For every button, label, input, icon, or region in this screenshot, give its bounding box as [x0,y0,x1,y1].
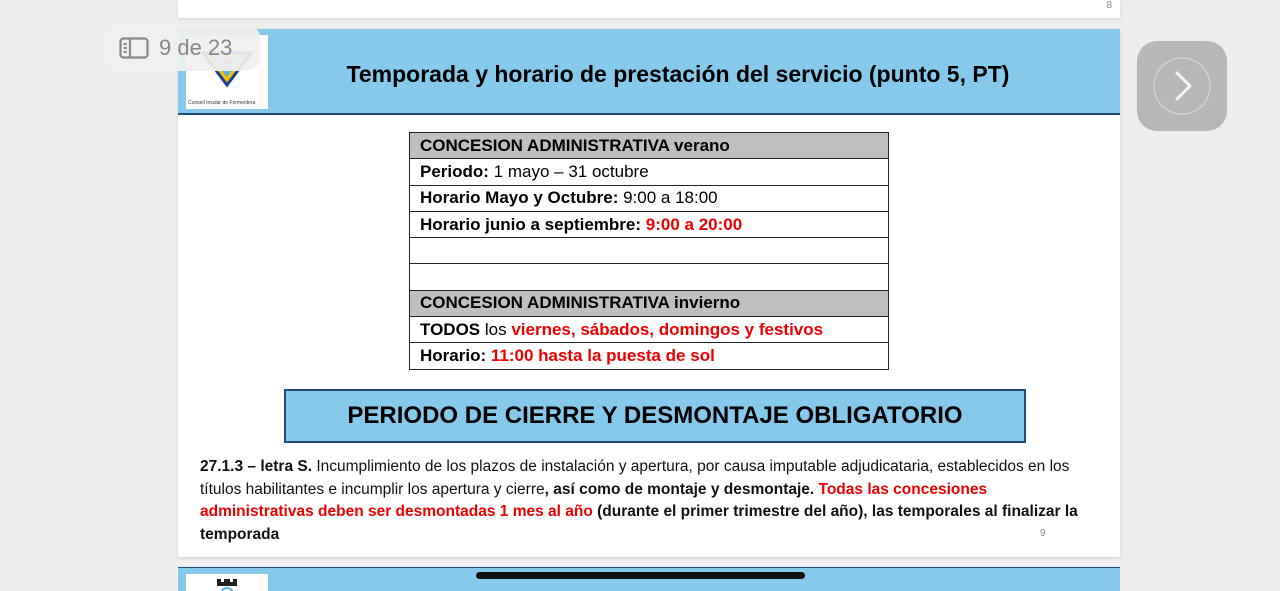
todos-value: viernes, sábados, domingos y festivos [511,319,824,339]
periodo-value: 1 mayo – 31 octubre [488,161,649,181]
winter-header-cell: CONCESION ADMINISTRATIVA invierno [410,290,889,316]
horario-invierno-cell [410,343,889,369]
slide-title: Temporada y horario de prestación del servicio (punto 5, PT) [346,61,1010,87]
horario-junio-cell [410,211,889,237]
table-row [410,211,889,237]
next-page-button[interactable] [1137,41,1227,131]
summer-header-cell: CONCESION ADMINISTRATIVA verano [410,133,889,159]
periodo-cell [410,159,889,185]
todos-mid: los [480,319,512,339]
page-number: 9 [1040,528,1046,539]
table-row [410,238,889,264]
table-row [410,264,889,290]
slide-header [178,29,1120,115]
next-page-logo [186,574,268,591]
horario-invierno-label: Horario: [420,346,487,366]
tower-logo-icon [214,575,240,591]
regulation-bold: , así como de montaje y desmontaje. [544,480,815,498]
table-row [410,185,889,211]
schedule-table [409,132,889,370]
regulation-red: Todas las concesiones administrativas deben ser desmontadas 1 mes al año [200,480,988,520]
todos-cell [410,317,889,343]
horario-mayo-cell [410,185,889,211]
horario-junio-value: 9:00 a 20:00 [645,214,743,234]
logo-caption: Consell Insular de Formentera [188,100,256,106]
regulation-text: Incumplimiento de los plazos de instalación y apertura, por causa imputable adjudicataria, establecidos en los títulos habilitantes e incumplir los apertura y cierre [200,458,1070,498]
page-counter-label: 9 de 23 [159,34,233,60]
regulation-bold-end: (durante el primer trimestre del año), las temporales al finalizar la temporada [200,503,1078,543]
empty-cell [410,238,889,264]
horario-mayo-value: 9:00 a 18:00 [618,188,718,208]
chevron-right-icon [1152,56,1212,116]
page-counter[interactable] [102,24,260,71]
regulation-ref: 27.1.3 – letra S. [200,458,313,475]
regulation-paragraph [200,456,1100,546]
todos-label: TODOS [420,319,481,339]
table-row [410,343,889,369]
next-page-preview [178,567,1120,591]
table-row [410,133,889,159]
previous-page-number: 8 [1106,0,1112,11]
slide-page [178,29,1120,557]
empty-cell [410,264,889,290]
periodo-label: Periodo: [420,161,489,181]
sidebar-icon [119,37,149,59]
horario-junio-label: Horario junio a septiembre: [420,214,642,234]
home-indicator[interactable] [476,572,805,579]
closure-banner: PERIODO DE CIERRE Y DESMONTAJE OBLIGATORIO [284,389,1026,443]
horario-invierno-value: 11:00 hasta la puesta de sol [490,346,715,366]
table-row [410,290,889,316]
table-row [410,159,889,185]
horario-mayo-label: Horario Mayo y Octubre: [420,188,619,208]
table-row [410,317,889,343]
previous-page [178,0,1120,18]
